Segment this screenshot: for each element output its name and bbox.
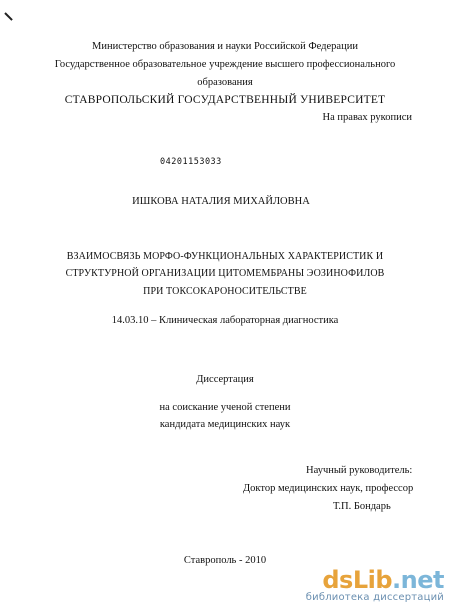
place-year: Ставрополь - 2010 [183, 555, 267, 566]
university-name: СТАВРОПОЛЬСКИЙ ГОСУДАРСТВЕННЫЙ УНИВЕРСИТЕТ [64, 94, 386, 106]
author-name: ИШКОВА НАТАЛИЯ МИХАЙЛОВНА [132, 196, 310, 207]
manuscript-note: На правах рукописи [322, 112, 412, 123]
supervisor-label: Научный руководитель: [306, 465, 413, 476]
institution-line-1: Государственное образовательное учреждение высшего профессионального [54, 59, 396, 70]
ministry-line: Министерство образования и науки Российской Федерации [92, 41, 358, 52]
institution-line-2: образования [197, 77, 253, 88]
title-line-3: ПРИ ТОКСОКАРОНОСИТЕЛЬСТВЕ [143, 286, 307, 297]
degree-line-2: кандидата медицинских наук [159, 419, 291, 430]
title-line-1: ВЗАИМОСВЯЗЬ МОРФО-ФУНКЦИОНАЛЬНЫХ ХАРАКТЕРИСТИК И [66, 251, 384, 262]
degree-line-1: на соискание ученой степени [159, 402, 291, 413]
registration-code: 04201153033 [160, 157, 222, 167]
dslib-logo [306, 566, 444, 594]
specialty: 14.03.10 – Клиническая лабораторная диагностика [111, 315, 339, 326]
supervisor-name: Т.П. Бондарь [333, 501, 391, 512]
dslib-logo-part2: .net [392, 566, 444, 594]
title-line-2: СТРУКТУРНОЙ ОРГАНИЗАЦИИ ЦИТОМЕМБРАНЫ ЭОЗИНОФИЛОВ [65, 268, 385, 279]
dslib-subtitle: библиотека диссертаций [305, 592, 444, 603]
dslib-watermark[interactable] [306, 566, 444, 603]
dslib-logo-part1: dsLib [322, 566, 393, 594]
document-type: Диссертация [196, 374, 254, 385]
scan-mark [4, 12, 12, 20]
supervisor-degree: Доктор медицинских наук, профессор [243, 483, 414, 494]
